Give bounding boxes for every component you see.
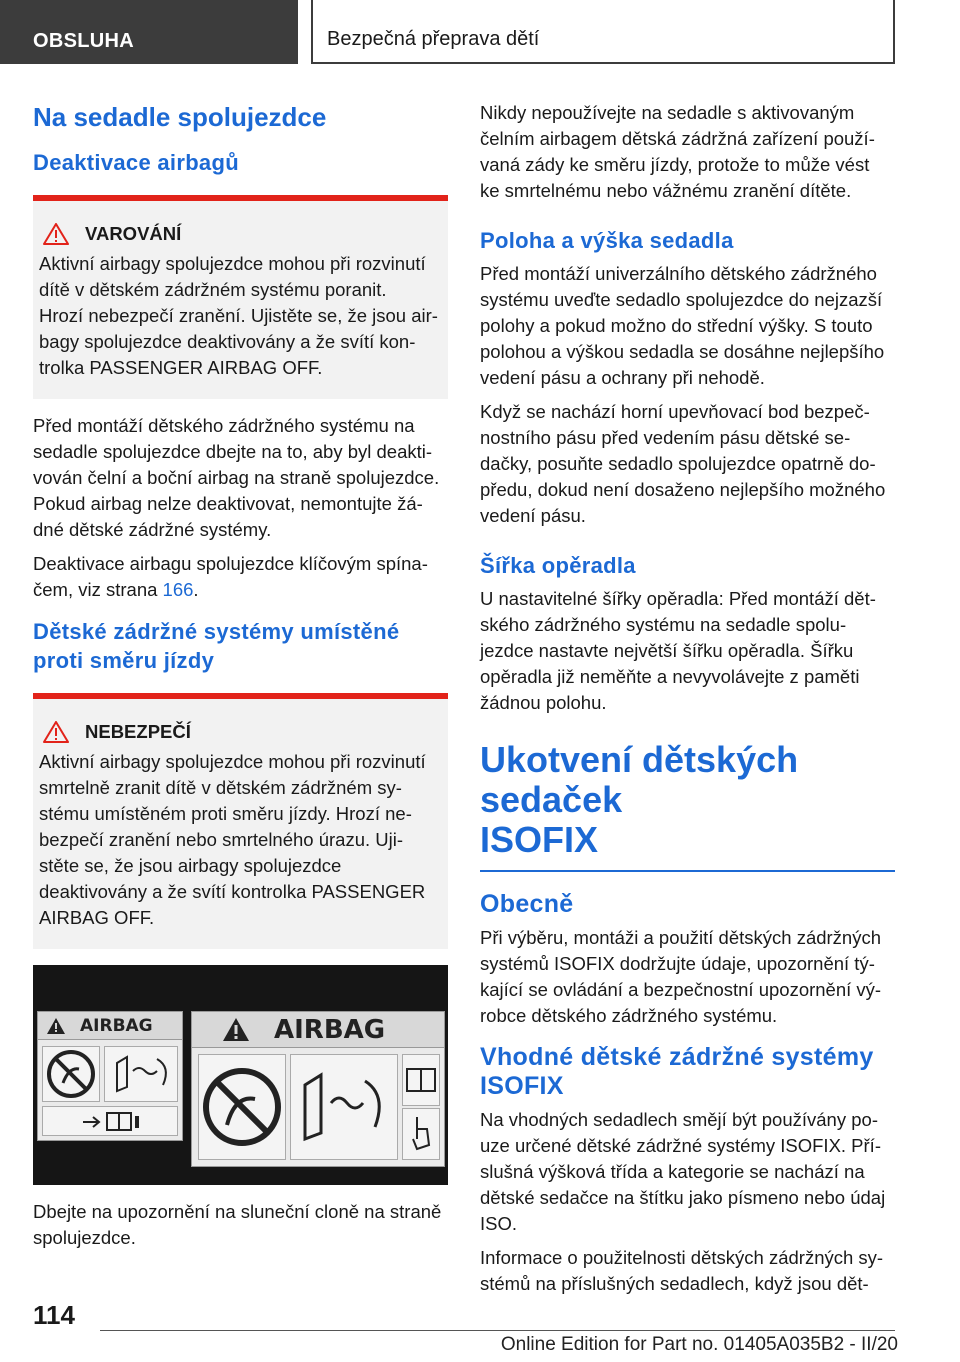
paragraph: Před montáží univerzálního dětského zádržného systému uveďte sedadlo spolujezdce do nejzazší polohy a pokud možno do střední výšky. S touto polohou a výškou sedadla se dosáhne nejlepšího vedení pásu a ochrany při nehodě. bbox=[480, 263, 885, 388]
right-column bbox=[480, 100, 895, 1305]
heading-rule bbox=[480, 870, 895, 872]
paragraph: Nikdy nepoužívejte na sedadle s aktivovaným čelním airbagem dětská zádržná zařízení použí- vaná zády ke směru jízdy, protože to může vést ke smrtelnému nebo vážnému zranění dítěte. bbox=[480, 102, 875, 201]
see-manual-icon bbox=[43, 1107, 177, 1135]
warning-triangle-icon bbox=[222, 1017, 250, 1042]
paragraph: Při výběru, montáži a použití dětských zádržných systémů ISOFIX dodržujte údaje, upozornění tý- kající se ovládání a bezpečnostní upozornění vý- robce dětského zádržného systému. bbox=[480, 927, 882, 1026]
airbag-label-large: AIRBAG bbox=[191, 1011, 445, 1167]
subheading-backrest-width: Šířka opěradla bbox=[480, 553, 636, 578]
airbag-label-photo bbox=[33, 965, 448, 1185]
subheading-general: Obecně bbox=[480, 890, 574, 918]
warning-triangle-icon bbox=[46, 1017, 66, 1035]
no-child-seat-icon bbox=[43, 1047, 99, 1101]
warning-text: Aktivní airbagy spolujezdce mohou při rozvinutí dítě v dětském zádržném systému poranit. Hrozí nebezpečí zranění. Ujistěte se, že jsou air- bagy spolujezdce deaktivovány a že svítí kon- trolka PASSENGER AIRBAG OFF. bbox=[39, 253, 438, 378]
section-tab bbox=[0, 0, 298, 64]
warning-box bbox=[33, 195, 448, 399]
airbag-deploy-icon bbox=[105, 1047, 177, 1101]
danger-title: NEBEZPEČÍ bbox=[39, 719, 440, 745]
paragraph: U nastavitelné šířky opěradla: Před montáží dět- ského zádržného systému na sedadle spolu- jezdce nastavte největší šířku opěradla. Šířku opěradla již neměňte a nevyvolávejte z paměti žádnou polohu. bbox=[480, 588, 876, 713]
paragraph: Informace o použitelnosti dětských zádržných sy- stémů na příslušných sedadlech, když jsou dět- bbox=[480, 1247, 884, 1294]
section-heading: Na sedadle spolujezdce bbox=[33, 102, 327, 132]
section-heading-isofix: Ukotvení dětských sedaček ISOFIX bbox=[480, 739, 799, 860]
section-title: OBSLUHA bbox=[33, 30, 134, 52]
paragraph: Když se nachází horní upevňovací bod bezpeč- nostního pásu před vedením pásu dětské se- dačky, posuňte sedadlo spolujezdce opatrně do- předu, dokud není dosaženo nejlepšího možného vedení pásu. bbox=[480, 401, 886, 526]
manual-book-icon bbox=[403, 1055, 439, 1105]
paragraph: Deaktivace airbagu spolujezdce klíčovým spína- čem, viz strana 166. bbox=[33, 553, 428, 600]
warning-title: VAROVÁNÍ bbox=[39, 221, 440, 247]
warning-triangle-icon bbox=[43, 223, 69, 245]
subheading-airbag-deactivation: Deaktivace airbagů bbox=[33, 150, 239, 175]
pointing-hand-icon bbox=[403, 1109, 439, 1159]
paragraph: Před montáží dětského zádržného systému na sedadle spolujezdce dbejte na to, aby byl deakti- vován čelní a boční airbag na straně spolujezdce. Pokud airbag nelze deaktivovat, nemontujte žá- dné dětské zádržné systémy. bbox=[33, 415, 440, 540]
edition-note: Online Edition for Part no. 01405A035B2 - II/20 bbox=[500, 1334, 898, 1355]
subheading-suitable-isofix: Vhodné dětské zádržné systémy ISOFIX bbox=[480, 1043, 874, 1100]
no-child-seat-icon bbox=[199, 1055, 285, 1159]
page-number: 114 bbox=[33, 1300, 75, 1330]
subheading-seat-position: Poloha a výška sedadla bbox=[480, 228, 734, 253]
danger-text: Aktivní airbagy spolujezdce mohou při rozvinutí smrtelně zranit dítě v dětském zádržném sy- stému umístěném proti směru jízdy. Hrozí ne- bezpečí zranění nebo smrtelného úrazu. Uji- stěte se, že jsou airbagy spolujezdce deaktivovány a že svítí kontrolka PASSENGER AIRBAG OFF. bbox=[39, 751, 426, 928]
chapter-tab bbox=[311, 0, 895, 64]
image-caption: Dbejte na upozornění na sluneční cloně na straně spolujezdce. bbox=[33, 1201, 442, 1248]
warning-triangle-icon bbox=[43, 721, 69, 743]
page-link[interactable]: 166 bbox=[162, 579, 194, 600]
subheading-rear-facing: Dětské zádržné systémy umístěné proti směru jízdy bbox=[33, 619, 400, 673]
airbag-label-small: AIRBAG bbox=[37, 1011, 183, 1141]
chapter-title: Bezpečná přeprava dětí bbox=[327, 28, 540, 50]
airbag-deploy-icon bbox=[291, 1055, 397, 1159]
footer-divider bbox=[100, 1330, 895, 1331]
left-column bbox=[33, 100, 448, 1259]
paragraph: Na vhodných sedadlech smějí být používány po- uze určené dětské zádržné systémy ISOFIX. Pří- slušná výšková třída a kategorie se nachází na dětské sedačce na štítku jako písmeno nebo údaj ISO. bbox=[480, 1109, 886, 1234]
danger-box bbox=[33, 693, 448, 949]
